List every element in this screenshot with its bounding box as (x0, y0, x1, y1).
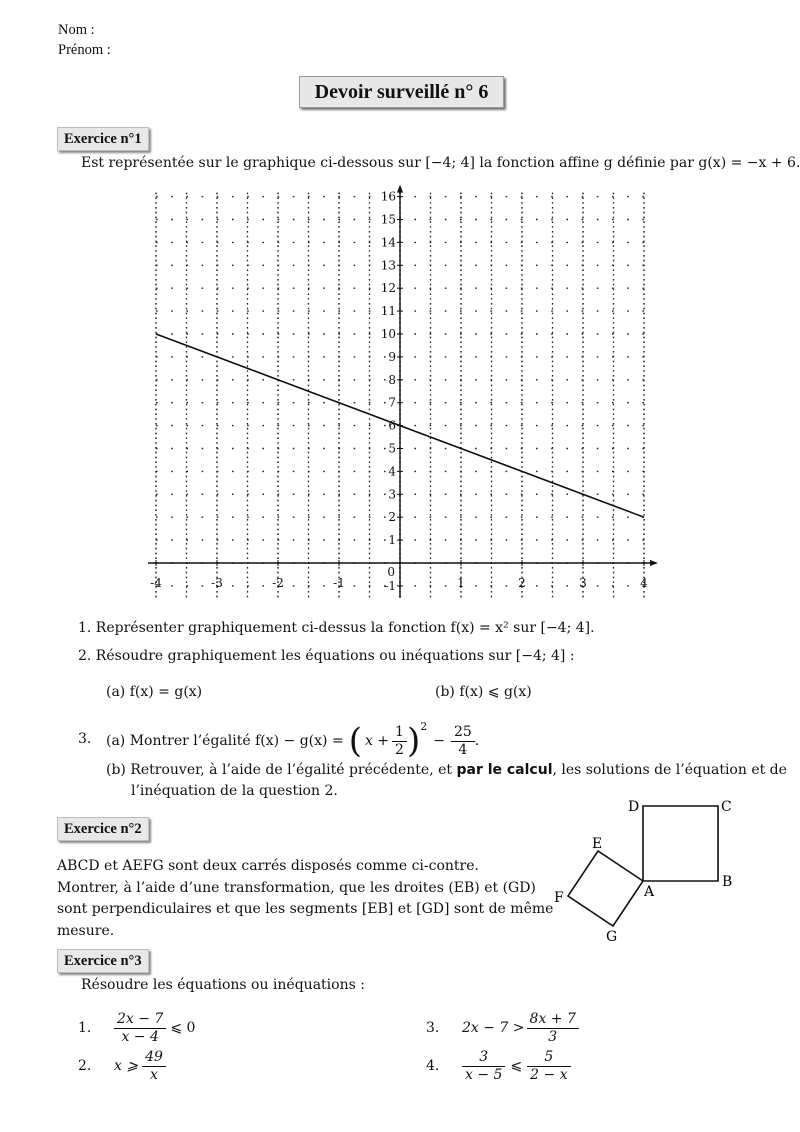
equation-2-num: 49 (142, 1049, 166, 1067)
equation-4 (426, 1046, 571, 1086)
left-paren: ( (348, 721, 362, 761)
y-tick-label: 9 (388, 349, 396, 364)
y-tick-label: 3 (388, 487, 396, 502)
y-tick-label: 11 (380, 304, 396, 319)
point-a-label: A (644, 884, 655, 900)
equation-3-number: 3. (426, 1020, 440, 1036)
page-title: Devoir surveillé n° 6 (299, 76, 504, 108)
equation-1 (78, 1008, 195, 1048)
equation-4-operator: ⩽ (510, 1058, 523, 1074)
exercise-1-heading: Exercice n°1 (57, 127, 149, 151)
exercise-2-heading: Exercice n°2 (57, 817, 149, 841)
equation-3 (426, 1008, 579, 1048)
minus-sign: − (433, 733, 445, 749)
point-e-label: E (592, 836, 603, 852)
equation-2-number: 2. (78, 1058, 92, 1074)
equation-1-fraction (114, 1011, 166, 1046)
point-c-label: C (721, 799, 732, 815)
y-tick-label: 13 (380, 258, 396, 273)
equation-1-rest: ⩽ 0 (170, 1020, 196, 1036)
half-fraction (392, 724, 407, 759)
exercise-2-line: ABCD et AEFG sont deux carrés disposés comme ci-contre. (57, 858, 479, 874)
point-d-label: D (628, 799, 640, 815)
y-tick-label: 14 (380, 235, 396, 250)
period: . (474, 733, 480, 749)
equation-1-num: 2x − 7 (114, 1011, 166, 1029)
question-2b: (b) f(x) ⩽ g(x) (435, 684, 532, 700)
half-den: 2 (395, 741, 404, 758)
y-tick-label: 7 (388, 395, 396, 410)
equation-2-den: x (150, 1066, 158, 1083)
y-tick-label: -1 (384, 578, 396, 593)
equation-3-num: 8x + 7 (527, 1011, 579, 1029)
point-g-label: G (606, 929, 618, 945)
exercise-2-line: sont perpendiculaires et que les segments [EB] et [GD] sont de même (57, 901, 554, 917)
question-3b-text-b: , les solutions de l’équation et de (552, 762, 787, 778)
y-tick-label: 4 (388, 464, 396, 479)
equation-2-lhs: x ⩾ (114, 1058, 139, 1074)
question-3b-line-1 (106, 762, 787, 778)
equation-4-num2: 5 (527, 1049, 570, 1067)
question-3a (106, 716, 479, 766)
y-tick-label: 8 (388, 372, 396, 387)
equation-3-den: 3 (548, 1028, 558, 1045)
x-axis-arrow (650, 560, 658, 566)
x-tick-label: 2 (518, 576, 526, 590)
x-tick-label: -4 (150, 576, 162, 590)
square-abcd (643, 806, 718, 881)
nom-label: Nom : (58, 22, 95, 38)
equation-4-den2: 2 − x (530, 1066, 568, 1083)
question-3b-line-2: l’inéquation de la question 2. (131, 783, 338, 799)
origin-label: 0 (387, 565, 395, 579)
quarter-num: 25 (451, 724, 475, 742)
x-tick-label: 3 (579, 576, 587, 590)
y-axis-arrow (397, 185, 403, 193)
half-num: 1 (392, 724, 407, 742)
exercise-2-line: mesure. (57, 922, 115, 939)
quarter-den: 4 (458, 741, 468, 758)
point-f-label: F (554, 890, 564, 906)
right-paren: ) (406, 721, 421, 761)
x-tick-label: -1 (333, 576, 345, 590)
exercise-3-heading: Exercice n°3 (57, 949, 149, 973)
exercise-2-text (57, 856, 553, 942)
question-3a-label: (a) Montrer l’égalité f(x) − g(x) = (106, 733, 344, 749)
y-tick-label: 10 (380, 327, 396, 341)
equation-3-lhs: 2x − 7 > (462, 1020, 525, 1036)
exercise-2-line: Montrer, à l’aide d’une transformation, que les droites (EB) et (GD) (57, 879, 536, 896)
y-tick-label: 2 (388, 510, 396, 525)
question-3a-paren-text: x + (364, 733, 390, 749)
question-3b-text-a: (b) Retrouver, à l’aide de l’égalité précédente, et (106, 762, 453, 778)
square-aefg (568, 851, 643, 926)
equation-4-den1: x − 5 (465, 1066, 503, 1083)
equation-4-fraction-right (527, 1049, 570, 1084)
y-tick-label: 1 (388, 533, 396, 548)
exercise-3-intro: Résoudre les équations ou inéquations : (81, 977, 365, 993)
y-tick-label: 5 (388, 441, 396, 456)
equation-4-fraction-left (462, 1049, 505, 1084)
quarter-fraction (451, 724, 475, 759)
question-2a: (a) f(x) = g(x) (106, 684, 203, 700)
question-1: 1. Représenter graphiquement ci-dessus la fonction f(x) = x² sur [−4; 4]. (78, 620, 595, 636)
y-tick-label: 16 (380, 189, 396, 204)
x-tick-label: -3 (211, 576, 223, 590)
squares-figure (540, 790, 760, 950)
equation-1-number: 1. (78, 1020, 92, 1036)
equation-3-fraction (527, 1011, 579, 1046)
equation-2 (78, 1046, 166, 1086)
equation-4-number: 4. (426, 1058, 440, 1074)
y-tick-label: 15 (380, 212, 396, 227)
x-tick-label: 4 (640, 576, 648, 590)
equation-4-num1: 3 (462, 1049, 505, 1067)
question-3-number: 3. (78, 731, 92, 747)
y-tick-label: 6 (388, 418, 396, 433)
square-exponent: 2 (420, 720, 428, 733)
x-tick-label: -2 (272, 576, 284, 590)
x-tick-label: 1 (457, 576, 465, 590)
point-b-label: B (722, 874, 733, 890)
exercise-1-intro: Est représentée sur le graphique ci-dessous sur [−4; 4] la fonction affine g définie par g(x) = −x + 6. (81, 155, 800, 171)
question-2: 2. Résoudre graphiquement les équations ou inéquations sur [−4; 4] : (78, 648, 575, 664)
prenom-label: Prénom : (58, 42, 111, 58)
equation-2-fraction (142, 1049, 166, 1084)
equation-1-den: x − 4 (121, 1028, 159, 1045)
y-tick-label: 12 (380, 281, 396, 296)
question-3b-bold: par le calcul (456, 762, 553, 778)
